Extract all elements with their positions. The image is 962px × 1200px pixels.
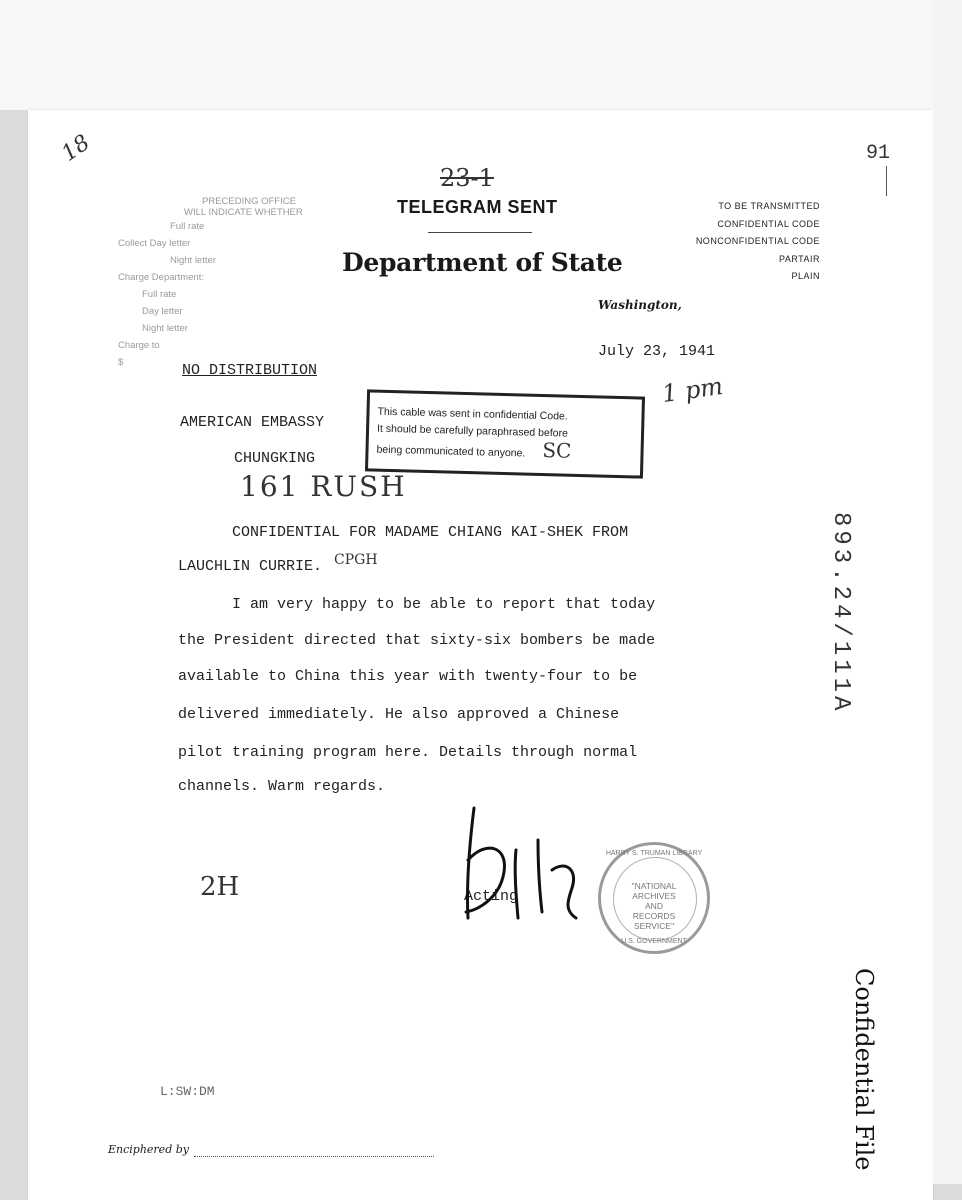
transmission-options xyxy=(620,198,820,286)
enciphered-by-label: Enciphered by xyxy=(108,1143,189,1156)
left-instructions xyxy=(118,196,328,371)
message-line: delivered immediately. He also approved a Chinese xyxy=(178,706,620,723)
message-line: available to China this year with twenty-four to be xyxy=(178,668,638,685)
instruction-line: Day letter xyxy=(142,306,183,317)
instruction-line: PRECEDING OFFICE xyxy=(202,196,296,207)
instruction-line: Full rate xyxy=(170,221,205,232)
margin-number: 18 xyxy=(57,130,95,167)
heading-rule xyxy=(428,232,532,233)
file-number-vertical: 893.24/111A xyxy=(827,512,854,715)
time-note: 1 pm xyxy=(660,371,725,409)
transmission-option: CONFIDENTIAL CODE xyxy=(717,218,820,229)
instruction-line: Full rate xyxy=(142,289,177,300)
message-line: channels. Warm regards. xyxy=(178,778,386,795)
stamp-line: being communicated to anyone. xyxy=(376,443,526,460)
message-line: pilot training program here. Details through normal xyxy=(178,744,638,761)
stamp-initials: SC xyxy=(542,437,572,463)
page-right-background xyxy=(933,0,962,1184)
seal-top-text: HARRY S. TRUMAN LIBRARY xyxy=(605,850,703,857)
acting-label: Acting xyxy=(464,888,519,905)
transmission-option: PARTAIR xyxy=(778,253,820,264)
enciphered-by-line xyxy=(194,1156,434,1157)
instruction-line: Charge to xyxy=(118,340,160,351)
telegram-date: July 23, 1941 xyxy=(598,343,716,360)
telegram-sent-heading: TELEGRAM SENT xyxy=(397,197,558,217)
transmission-option: NONCONFIDENTIAL CODE xyxy=(695,236,820,246)
message-heading-line1: CONFIDENTIAL FOR MADAME CHIANG KAI-SHEK FROM xyxy=(232,524,629,541)
page-top-background xyxy=(0,0,962,110)
stamp-line: This cable was sent in confidential Code. xyxy=(377,405,568,423)
instruction-line: Charge Department: xyxy=(118,272,205,283)
confidential-file-stamp: Confidential File xyxy=(850,968,878,1171)
file-marker: 23-1 xyxy=(440,164,494,192)
transmission-option: PLAIN xyxy=(791,271,820,281)
message-line: the President directed that sixty-six bombers be made xyxy=(178,632,656,649)
instruction-line: $ xyxy=(118,357,124,368)
page-number: 91 xyxy=(866,142,891,165)
addressee-line1: AMERICAN EMBASSY xyxy=(180,414,325,431)
instruction-line: Night letter xyxy=(170,255,216,266)
instruction-line: Collect Day letter xyxy=(118,238,191,249)
archives-seal xyxy=(598,842,710,954)
margin-note: 2H xyxy=(200,872,240,902)
seal-bottom-text: U.S. GOVERNMENT xyxy=(621,938,687,945)
transmission-heading: TO BE TRANSMITTED xyxy=(718,201,820,211)
telegram-number: 161 RUSH xyxy=(240,470,407,503)
washington-label: Washington, xyxy=(598,298,682,312)
distribution-label: NO DISTRIBUTION xyxy=(182,362,318,379)
handwritten-signature xyxy=(456,800,596,930)
message-heading-line2: LAUCHLIN CURRIE. xyxy=(178,558,323,575)
footer-initials: L:SW:DM xyxy=(160,1084,215,1099)
page-number-tick xyxy=(886,166,887,196)
seal-middle-text: "NATIONAL ARCHIVES AND RECORDS SERVICE" xyxy=(631,881,677,931)
confidential-code-stamp xyxy=(365,389,645,478)
instruction-line: WILL INDICATE WHETHER xyxy=(184,207,303,218)
message-line: I am very happy to be able to report that today xyxy=(232,596,656,613)
department-of-state: Department of State xyxy=(342,248,623,277)
stamp-line: It should be carefully paraphrased before xyxy=(376,422,569,440)
addressee-line2: CHUNGKING xyxy=(234,450,316,467)
instruction-line: Night letter xyxy=(142,323,188,334)
message-heading-initials: CPGH xyxy=(334,552,378,568)
